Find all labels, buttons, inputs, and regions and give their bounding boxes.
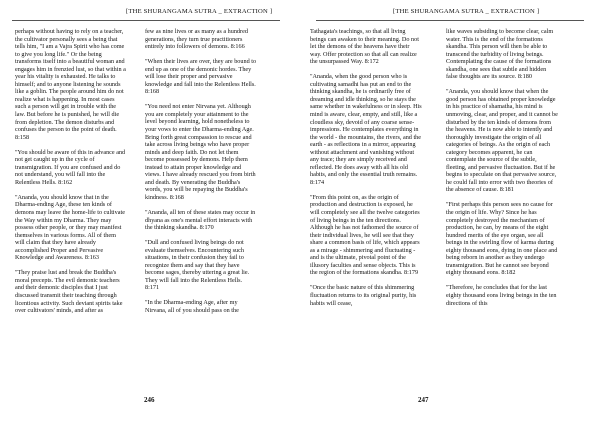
header-rule — [316, 20, 584, 21]
text-column-2 — [145, 28, 257, 408]
text-column-1 — [15, 28, 127, 408]
page-number: 247 — [418, 396, 429, 404]
page-number: 246 — [144, 396, 155, 404]
running-head: [THE SHURANGAMA SUTRA _ EXTRACTION ] — [126, 8, 273, 15]
text-column-1 — [310, 28, 422, 408]
paragraph: "Ananda, you should know that in the Dharma-ending Age, these ten kinds of demons may leave the home-life to cultivate the Way within my Dharma. They may possess other people, or they may manifest themselves in various forms. All of them will claim that they have already accomplished Proper and Pervasive Knowledge and Awareness. 8:163 — [15, 193, 125, 262]
paragraph: "They praise lust and break the Buddha's moral precepts. The evil demonic teachers and their demonic disciples that I just discussed transmit their teaching through licentious activity. Such deviant spirits take over cultivators' minds, and after as — [15, 269, 123, 315]
header-rule — [12, 20, 280, 21]
paragraph: "You should be aware of this in advance and not get caught up in the cycle of transmigration. If you are confused and do not understand, you will fall into the Relentless Hells. 8:162 — [15, 148, 126, 186]
paragraph: "Ananda, when the good person who is cultivating samadhi has put an end to the thinking skandha, he is ordinarily free of dreaming and idle thinking, so he stays the same whether in wakefulness or in sleep. His mind is aware, clear, empty, and still, like a cloudless sky, devoid of any coarse sense-impressions. He contemplates everything in the world - the mountains, the rivers, and the earth - as reflections in a mirror, appearing without attachment and vanishing without any trace; they are simply received and reflected. He does away with all his old habits, and only the essential truth remains. 8:174 — [310, 73, 422, 186]
paragraph: "Ananda, all ten of these states may occur in dhyana as one's mental effort interacts with the thinking skandha. 8:170 — [145, 208, 256, 232]
paragraph: like waves subsiding to become clear, calm water. This is the end of the formations skandha. This person will then be able to transcend the turbidity of living beings. Contemplating the cause of the formations skandha, one sees that subtle and hidden false thoughts are its source. 8:180 — [446, 28, 554, 81]
paragraph: "Ananda, you should know that when the good person has obtained proper knowledge in his practice of shamatha, his mind is unmoving, clear, and proper, and it cannot be disturbed by the ten kinds of demons from the heavens. He is now able to intently and thoroughly investigate the origin of all categories of beings. As the origin of each category becomes apparent, he can contemplate the source of the subtle, fleeting, and pervasive fluctuation. But if he begins to speculate on that pervasive source, he could fall into error with two theories of the absence of cause. 8:181 — [446, 88, 558, 194]
paragraph: perhaps without having to rely on a teacher, the cultivator personally sees a being that tells him, "I am a Vajra Spirit who has come to give you long life." Or the being transforms itself into a beautiful woman and engages him in frenzied lust, so that within a year his vitality is exhausted. He talks to himself; and to anyone listening he sounds like a goblin. The people around him do not realize what is happening. In most cases such a person will get in trouble with the law. But before he is punished, he will die from depletion. The demon disturbs and confuses the person to the point of death. 8:158 — [15, 28, 126, 141]
paragraph: "Dull and confused living beings do not evaluate themselves. Encountering such situations, in their confusion they fail to recognize them and say that they have become sages, thereby uttering a great lie. They will fall into the Relentless Hells. 8:171 — [145, 239, 250, 292]
paragraph: "Therefore, he concludes that for the last eighty thousand eons living beings in the ten directions of this — [446, 284, 557, 307]
right-page — [300, 0, 600, 424]
paragraph: "You need not enter Nirvana yet. Although you are completely your attainment to the level beyond learning, hold nonetheless to your vows to enter the Dharma-ending Age. Bring forth great compassion to rescue and take across living beings who have proper minds and deep faith. Do not let them become possessed by demons. Help them instead to attain proper knowledge and views. I have already rescued you from birth and death. By venerating the Buddha's words, you will be repaying the Buddha's kindness. 8:168 — [145, 103, 256, 201]
paragraph: "From this point on, as the origin of production and destruction is exposed, he will completely see all the twelve categories of living beings in the ten directions. Although he has not fathomed the source of their individual lives, he will see that they share a common basis of life, which appears as a mirage - shimmering and fluctuating - and is the ultimate, pivotal point of the illusory faculties and sense objects. This is the region of the formations skandha. 8:179 — [310, 193, 420, 277]
paragraph: "When their lives are over, they are bound to end up as one of the demonic hordes. They will lose their proper and pervasive knowledge and fall into the Relentless Hells. 8:168 — [145, 58, 257, 96]
paragraph: "Once the basic nature of this shimmering fluctuation returns to its original purity, his habits will cease, — [310, 284, 417, 307]
paragraph: Tathagata's teachings, so that all living beings can awaken to their meaning. Do not let the demons of the heavens have their way. Offer protection so that all can realize the unsurpassed Way. 8:172 — [310, 28, 419, 66]
paragraph: "First perhaps this person sees no cause for the origin of life. Why? Since he has completely destroyed the mechanism of production, he can, by means of the eight hundred merits of the eye organ, see all beings in the swirling flow of karma during eighty thousand eons, dying in one place and being reborn in another as they undergo transmigration. But he cannot see beyond eighty thousand eons. 8:182 — [446, 201, 558, 277]
paragraph: few as nine lives or as many as a hundred generations, they turn true practitioners entirely into followers of demons. 8:166 — [145, 28, 248, 51]
paragraph: "In the Dharma-ending Age, after my Nirvana, all of you should pass on the — [145, 299, 239, 314]
text-column-2 — [446, 28, 558, 408]
running-head: [THE SHURANGAMA SUTRA _ EXTRACTION ] — [393, 8, 540, 15]
